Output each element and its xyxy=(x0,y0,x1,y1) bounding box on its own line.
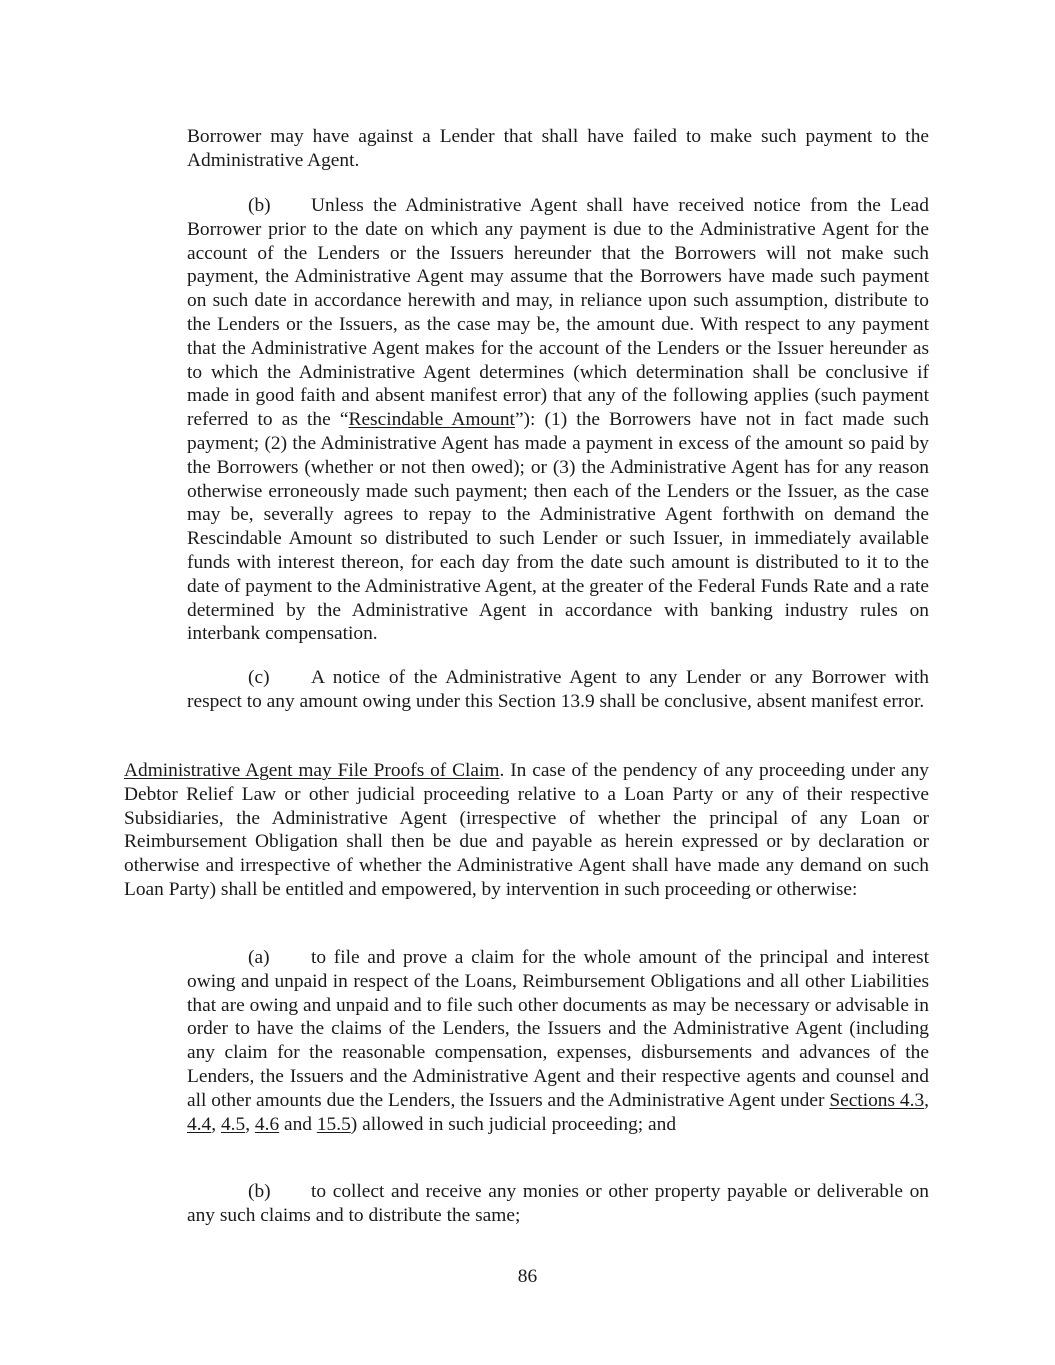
paragraph-b-marker: (b) xyxy=(248,195,271,216)
paragraph-b-text-before: Unless the Administrative Agent shall have received notice from the Lead Borrower prior to the date on which any payment is due to the Administrative Agent for the account of the Lenders or the Issuers hereunder that the Borrowers will not make such payment, the Administrative Agent may assume that the Borrowers have made such payment on such date in accordance herewith and may, in reliance upon such assumption, distribute to the Lenders or the Issuers, as the case may be, the amount due. With respect to any payment that the Administrative Agent makes for the account of the Lenders or the Issuer hereunder as to which the Administrative Agent determines (which determination shall be conclusive if made in good faith and absent manifest error) that any of the following applies (such payment referred to as the “ xyxy=(187,195,929,431)
paragraph-c-text: A notice of the Administrative Agent to any Lender or any Borrower with respect to any amount owing under this Section 13.9 shall be conclusive, absent manifest error. xyxy=(187,667,929,712)
continuation-text: Borrower may have against a Lender that shall have failed to make such payment to the Administrative Agent. xyxy=(187,126,929,171)
paragraph-c-notice xyxy=(187,666,929,714)
paragraph-b-claim-text: to collect and receive any monies or other property payable or deliverable on any such claims and to distribute the same; xyxy=(187,1181,929,1226)
proofs-of-claim-heading: Administrative Agent may File Proofs of Claim xyxy=(124,760,500,781)
paragraph-a-claim xyxy=(187,946,929,1136)
rescindable-amount-term: Rescindable Amount xyxy=(348,409,515,431)
section-15-5-reference: 15.5 xyxy=(316,1113,351,1135)
reference-separator: and xyxy=(279,1113,317,1135)
paragraph-b-claim-marker: (b) xyxy=(248,1181,271,1202)
paragraph-b-text-after: ”): (1) the Borrowers have not in fact made such payment; (2) the Administrative Agent has made a payment in excess of the amount so paid by the Borrowers (whether or not then owed); or (3) the Administrative Agent has for any reason otherwise erroneously made such payment; then each of the Lenders or the Issuer, as the case may be, severally agrees to repay to the Administrative Agent forthwith on demand the Rescindable Amount so distributed to such Lender or such Issuer, in immediately available funds with interest thereon, for each day from the date such amount is distributed to it to the date of payment to the Administrative Agent, at the greater of the Federal Funds Rate and a rate determined by the Administrative Agent in accordance with banking industry rules on interbank compensation. xyxy=(187,409,930,645)
paragraph-a-claim-text: to file and prove a claim for the whole amount of the principal and interest owing and unpaid in respect of the Loans, Reimbursement Obligations and all other Liabilities that are owing and unpaid and to file such other documents as may be necessary or advisable in order to have the claims of the Lenders, the Issuers and the Administrative Agent (including any claim for the reasonable compensation, expenses, disbursements and advances of the Lenders, the Issuers and the Administrative Agent and their respective agents and counsel and all other amounts due the Lenders, the Issuers and the Administrative Agent under xyxy=(187,947,929,1111)
page-number: 86 xyxy=(517,1266,538,1287)
paragraph-a-claim-text-end: ) allowed in such judicial proceeding; and xyxy=(350,1113,677,1135)
section-4-6-reference: 4.6 xyxy=(254,1113,280,1135)
proofs-of-claim-heading-punct: . xyxy=(499,760,505,781)
paragraph-b-payment xyxy=(187,194,929,646)
paragraph-b-claim xyxy=(187,1180,929,1228)
paragraph-c-marker: (c) xyxy=(248,667,270,688)
proofs-of-claim-paragraph xyxy=(124,759,929,902)
reference-separator: , xyxy=(245,1113,255,1135)
proofs-of-claim-text: In case of the pendency of any proceeding under any Debtor Relief Law or other judicial proceeding relative to a Loan Party or any of their respective Subsidiaries, the Administrative Agent (irrespective of whether the principal of any Loan or Reimbursement Obligation shall then be due and payable as herein expressed or by declaration or otherwise and irrespective of whether the Administrative Agent shall have made any demand on such Loan Party) shall be entitled and empowered, by intervention in such proceeding or otherwise: xyxy=(124,760,929,900)
reference-separator: , xyxy=(924,1089,929,1111)
section-4-4-reference: 4.4 xyxy=(187,1113,212,1135)
section-4-3-reference: Sections 4.3 xyxy=(829,1089,925,1111)
reference-separator: , xyxy=(211,1113,221,1135)
paragraph-a-claim-marker: (a) xyxy=(248,947,270,968)
section-4-5-reference: 4.5 xyxy=(220,1113,246,1135)
continuation-paragraph xyxy=(187,125,929,173)
